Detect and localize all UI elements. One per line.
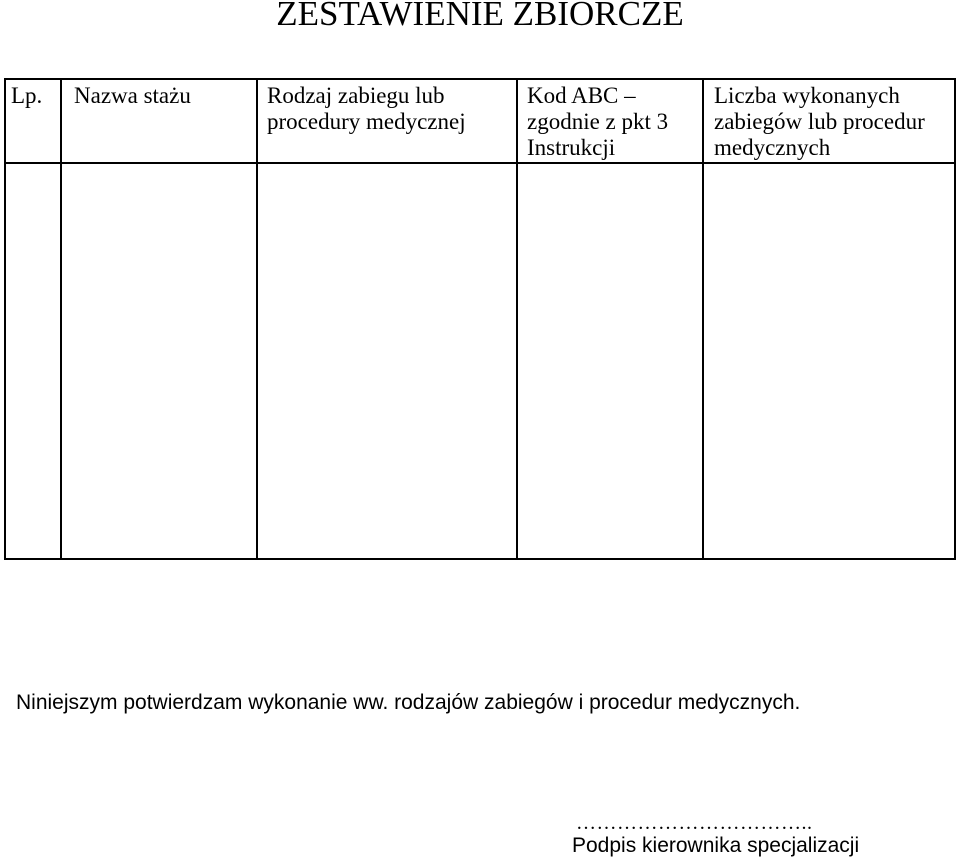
summary-table	[4, 78, 956, 560]
document-title: ZESTAWIENIE ZBIORCZE	[276, 0, 684, 33]
header-rodzaj-line-2: procedury medycznej	[267, 109, 466, 134]
header-liczba-line-3: medycznych	[714, 135, 831, 160]
header-bottom-border	[4, 162, 956, 164]
column-divider-3	[516, 78, 518, 560]
column-divider-2	[256, 78, 258, 560]
table-right-border	[954, 78, 956, 560]
table-top-border	[4, 78, 956, 80]
column-divider-4	[702, 78, 704, 560]
signature-label: Podpis kierownika specjalizacji	[572, 834, 860, 857]
header-rodzaj-line-1: Rodzaj zabiegu lub	[267, 83, 445, 108]
header-liczba-line-1: Liczba wykonanych	[714, 83, 900, 108]
table-bottom-border	[4, 558, 956, 560]
header-liczba-line-2: zabiegów lub procedur	[714, 109, 925, 134]
table-left-border	[4, 78, 6, 560]
header-kod-line-1: Kod ABC –	[527, 83, 636, 108]
header-lp: Lp.	[11, 83, 43, 108]
column-divider-1	[60, 78, 62, 560]
confirmation-statement: Niniejszym potwierdzam wykonanie ww. rodzajów zabiegów i procedur medycznych.	[16, 691, 801, 714]
signature-line: ……………………………..	[576, 812, 813, 834]
header-kod-line-2: zgodnie z pkt 3	[527, 109, 669, 134]
header-kod-line-3: Instrukcji	[527, 135, 616, 160]
header-nazwa-stazu: Nazwa stażu	[74, 83, 191, 108]
